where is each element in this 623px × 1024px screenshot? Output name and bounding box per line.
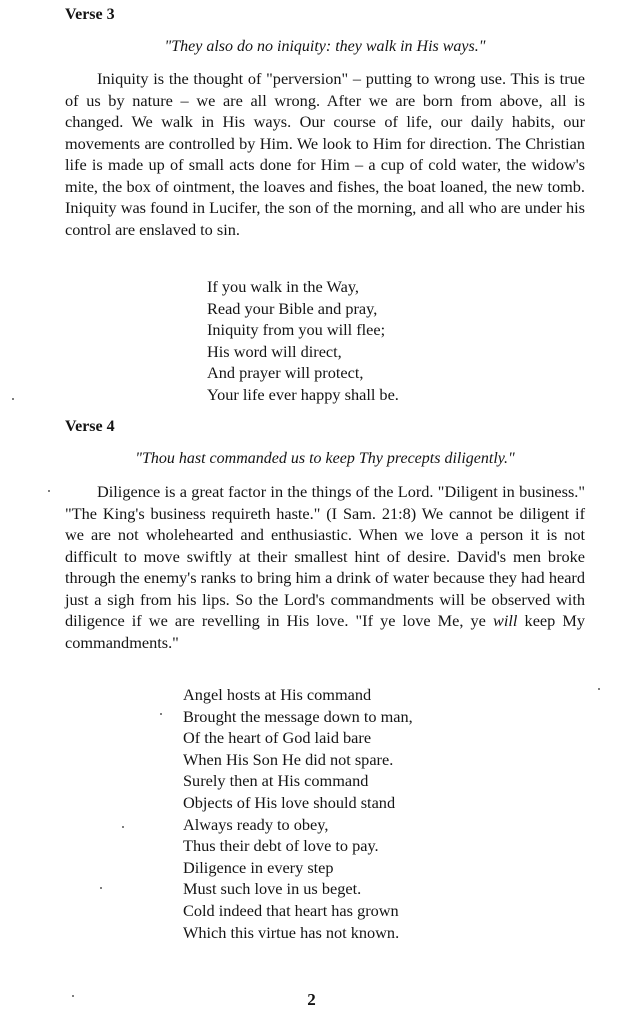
verse-4-quote: "Thou hast commanded us to keep Thy precepts diligently." xyxy=(135,450,515,467)
verse-3-paragraph xyxy=(65,68,585,240)
verse-4-paragraph xyxy=(65,481,585,653)
poem-line: Of the heart of God laid bare xyxy=(183,728,372,748)
poem-line: Thus their debt of love to pay. xyxy=(183,836,379,856)
poem-line: His word will direct, xyxy=(207,341,342,361)
poem-line: Cold indeed that heart has grown xyxy=(183,900,399,920)
poem-line: Iniquity from you will flee; xyxy=(207,320,386,340)
verse-3-heading: Verse 3 xyxy=(65,6,115,23)
scan-speck xyxy=(160,713,162,715)
poem-line: Brought the message down to man, xyxy=(183,706,413,726)
verse-3-quote: "They also do no iniquity: they walk in His ways." xyxy=(164,38,486,55)
poem-line: Always ready to obey, xyxy=(183,814,329,834)
verse-3-poem xyxy=(207,276,399,406)
poem-line: Objects of His love should stand xyxy=(183,792,396,812)
scan-speck xyxy=(598,688,600,690)
poem-line: Surely then at His command xyxy=(183,771,369,791)
poem-line: If you walk in the Way, xyxy=(207,277,359,296)
scan-speck xyxy=(12,398,14,400)
verse-4-heading: Verse 4 xyxy=(65,418,115,435)
verse-4-paragraph-end: keep My commandments." xyxy=(65,611,585,652)
poem-line: And prayer will protect, xyxy=(207,363,364,383)
poem-line: Read your Bible and pray, xyxy=(207,298,378,318)
poem-line: When His Son He did not spare. xyxy=(183,749,394,769)
scan-speck xyxy=(72,995,74,997)
scan-speck xyxy=(100,887,102,889)
poem-line: Angel hosts at His command xyxy=(183,685,372,704)
scan-speck xyxy=(122,826,124,828)
page-number: 2 xyxy=(307,990,316,1009)
verse-4-emphasis: will xyxy=(493,611,518,630)
verse-4-poem xyxy=(183,684,413,943)
poem-line: Your life ever happy shall be. xyxy=(207,384,399,404)
verse-4-paragraph-text: Diligence is a great factor in the things of the Lord. "Diligent in business." "The King's business requireth haste." (I Sam. 21:8) We cannot be diligent if we are not wholehearted and enthusiastic. When we love a person it is not difficult to move swiftly at their smallest hint of desire. David's men broke through the enemy's ranks to bring him a drink of water because they had heard just a sigh from his lips. So the Lord's commandments will be observed with diligence if we are revelling in His love. "If ye love Me, ye xyxy=(65,482,585,630)
poem-line: Diligence in every step xyxy=(183,857,334,877)
poem-line: Which this virtue has not known. xyxy=(183,922,400,942)
verse-3-paragraph-text: Iniquity is the thought of "perversion" – putting to wrong use. This is true of us by nature – we are all wrong. After we are born from above, all is changed. We walk in His ways. Our course of life, our daily habits, our movements are controlled by Him. We look to Him for direction. The Christian life is made up of small acts done for Him – a cup of cold water, the widow's mite, the box of ointment, the loaves and fishes, the boat loaned, the new tomb. Iniquity was found in Lucifer, the son of the morning, and all who are under his control are enslaved to sin. xyxy=(65,69,585,239)
poem-line: Must such love in us beget. xyxy=(183,879,362,899)
scan-speck xyxy=(48,490,50,492)
